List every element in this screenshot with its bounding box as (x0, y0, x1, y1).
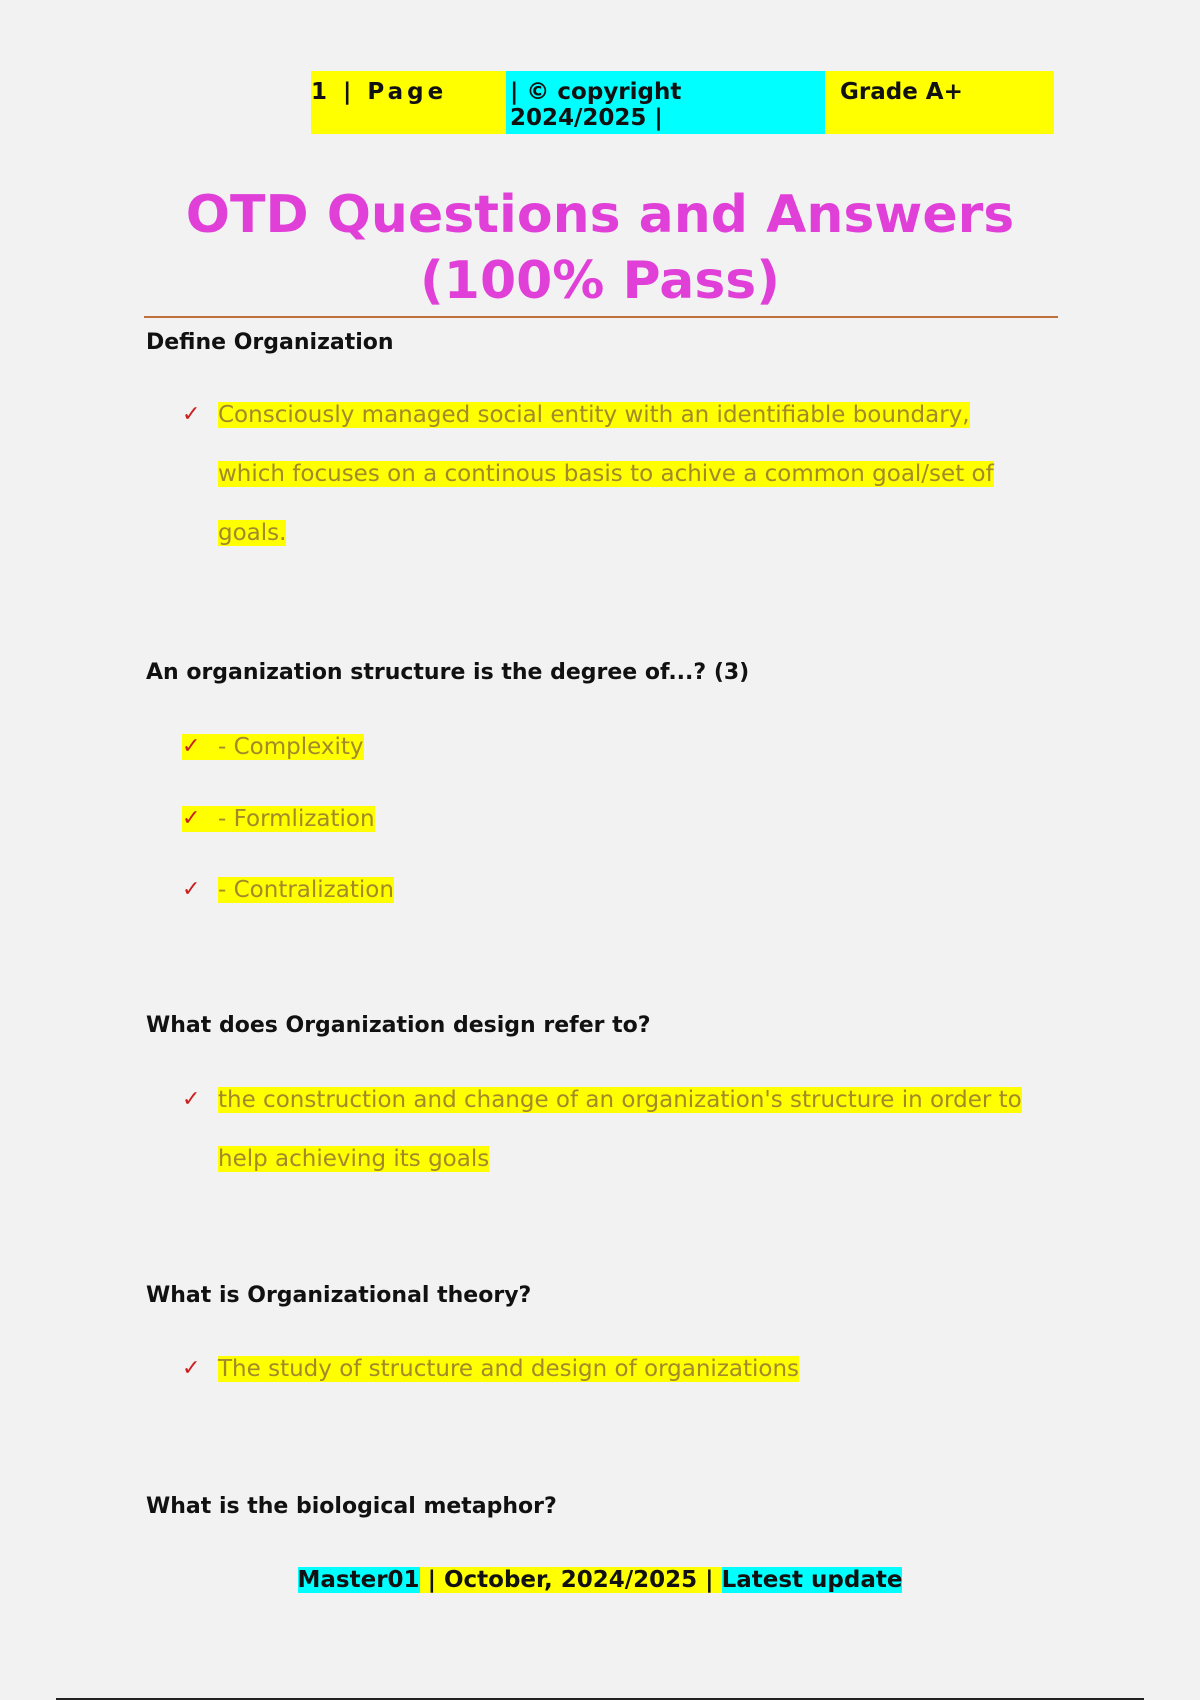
answer-line: - Complexity (218, 734, 364, 760)
answer-line: The study of structure and design of organizations (218, 1356, 800, 1382)
answer-3-1 (182, 1087, 1022, 1189)
answer-2-2 (182, 806, 375, 832)
answer-1-1 (182, 402, 994, 563)
page-number: 1 | Page (311, 71, 506, 134)
check-icon: ✓ (182, 877, 201, 902)
footer-separator: | (419, 1567, 444, 1593)
question-3: What does Organization design refer to? (146, 1013, 651, 1038)
answer-line: Consciously managed social entity with an identifiable boundary, (218, 402, 970, 428)
footer-author: Master01 (297, 1567, 420, 1593)
grade-label: Grade A+ (825, 71, 1054, 134)
answer-line: - Formlization (218, 806, 375, 832)
answer-2-3 (182, 877, 394, 903)
check-icon: ✓ (182, 806, 218, 832)
answer-2-1 (182, 734, 364, 760)
footer-separator: | (697, 1567, 722, 1593)
question-1: Define Organization (146, 330, 394, 355)
title-divider (144, 316, 1058, 318)
question-4: What is Organizational theory? (146, 1283, 532, 1308)
answer-4-1 (182, 1356, 799, 1382)
page-footer (0, 1567, 1200, 1593)
check-icon: ✓ (182, 402, 201, 427)
footer-date: October, 2024/2025 (443, 1567, 698, 1593)
question-5: What is the biological metaphor? (146, 1494, 557, 1519)
answer-line: - Contralization (218, 877, 394, 903)
footer-status: Latest update (721, 1567, 903, 1593)
answer-line: the construction and change of an organization's structure in order to (218, 1087, 1022, 1113)
copyright-notice: | © copyright 2024/2025 | (506, 71, 825, 134)
check-icon: ✓ (182, 734, 218, 760)
answer-line: which focuses on a continous basis to achive a common goal/set of (218, 461, 994, 487)
page-header (311, 71, 1054, 134)
answer-line: goals. (218, 520, 287, 546)
check-icon: ✓ (182, 1087, 201, 1112)
check-icon: ✓ (182, 1356, 201, 1381)
answer-line: help achieving its goals (218, 1146, 490, 1172)
document-title: OTD Questions and Answers (100% Pass) (185, 185, 1015, 311)
question-2: An organization structure is the degree of...? (3) (146, 660, 750, 685)
